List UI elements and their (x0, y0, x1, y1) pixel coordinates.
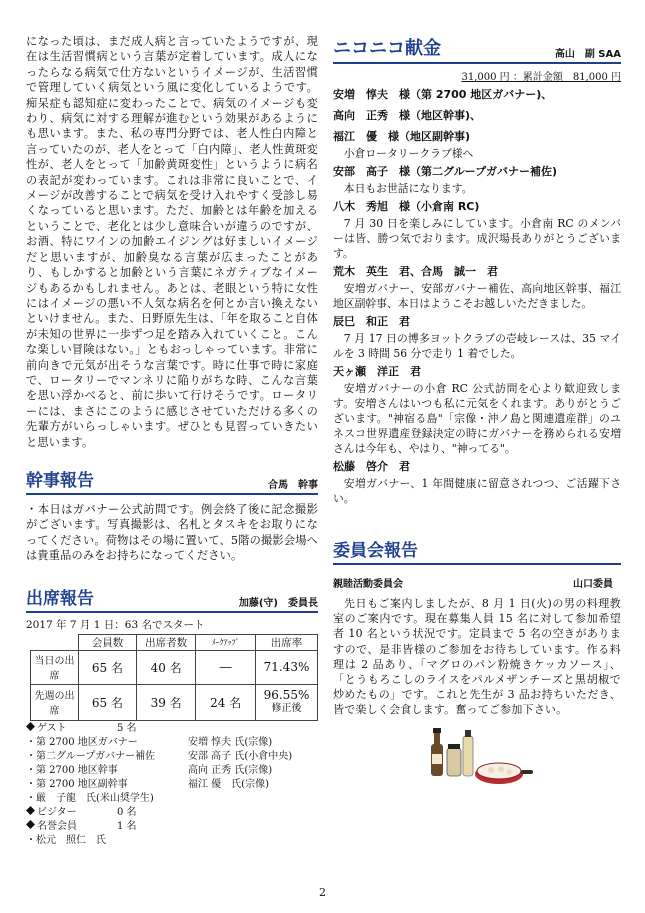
donor-message: 安増ガバナーの小倉 RC 公式訪問を心より歓迎致します。安増さんはいつも私に元気をくれます。ありがとうございます。"神宿る島"「宗像・沖ノ島と関連遺産群」のユネスコ世界遺産登録決定の時にガバナーを務められる安増さんは今年も、やはり、"神ってる"。 (333, 382, 621, 455)
row-label: 先週の出席 (31, 684, 79, 720)
committee-subheading: 親睦活動委員会 (333, 579, 403, 590)
attendance-date-line: 2017 年 7 月 1 日：63 名でスタート (26, 618, 205, 631)
honorary-count: 1 名 (117, 820, 137, 832)
list-item (26, 736, 318, 750)
list-item (26, 778, 318, 792)
guest-name: 安増 惇夫 氏(宗像) (188, 736, 273, 748)
table-row (31, 650, 318, 684)
row-members: 65 名 (79, 650, 137, 684)
header-makeup: ﾒｰｸｱｯﾌﾟ (196, 634, 256, 650)
header-attendees: 出席者数 (136, 634, 196, 650)
diamond-bullet-icon (26, 722, 35, 731)
donor-message: 小倉ロータリークラブ様へ (343, 147, 474, 160)
list-item (333, 163, 621, 196)
guest-count: 5 名 (117, 722, 137, 734)
visitor-label: ビジター (37, 806, 77, 818)
diamond-bullet-icon (26, 806, 35, 815)
attendance-table (30, 634, 318, 721)
jar-icon (447, 744, 461, 776)
nikoniko-title: ニコニコ献金 (333, 38, 441, 59)
list-item (333, 458, 621, 506)
donor-name: 安増 惇夫 様（第 2700 地区ガバナー)、 (333, 88, 553, 101)
donor-name: 福江 優 様（地区副幹事) (333, 130, 471, 143)
guest-name: 高向 正秀 氏(宗像) (188, 764, 273, 776)
committee-subheader (333, 575, 621, 590)
guest-role: ・第 2700 地区副幹事 (26, 778, 128, 790)
donor-name: 高向 正秀 様（地区幹事)、 (333, 109, 482, 122)
row-rate (255, 684, 317, 720)
donor-message: 7 月 30 日を楽しみにしています。小倉南 RC のメンバーは皆、勝つ気でおります。成沢場長ありがとうございます。 (333, 217, 621, 260)
donor-message: 安増ガバナー、安部ガバナー補佐、高向地区幹事、福江地区副幹事、本日はようこそお越しいただきました。 (333, 282, 621, 310)
intro-paragraph: になった頃は、まだ成人病と言っていたようですが、現在は生活習慣病という言葉が定着しています。成人になったらなる病気で仕方ないというイメージが、生活習慣で管理していく病気という風に変化しているようです。痴呆症も認知症に変わったことで、病気のイメージも変わり、病気に対する理解が進むという効果があるようにも思います。また、私の専門分野では、老人性白内障と言っていたのが、老人をとって「白内障」、老人性黄斑変性が、老人をとって「加齢黄斑変性」というように病名の表記が変わっています。これは非常に良いことで、イメージが改善することで病気を受け入れやすく受診し易くなっていると思います。ただ、加齢とは年齢を加えるということで、老化とは少し意味合いが違うのですが、お酒、特にワインの加齢エイジングは好ましいイメージだと思いますが、加齢臭なる言葉が広まったことがあり、もしかすると加齢という言葉にネガティブなイメージもあるかもしれません。あとは、老眼という特に女性にはイメージの悪い不人気な病名を何とか言い換えないといけません。また、日野原先生は、「年を取ること自体が未知の世界に一歩ずつ足を踏み入れていくこと。こんな楽しい冒険はない。」ともおっしゃっています。非常に前向きで元気が出そうな言葉です。時に仕事で時に家庭で、ロータリーでマンネリに陥りがちな時、こんな言葉を思い浮かべると、前に歩いて行けそうです。ロータリーには、まさにこのように感じさせていただける多くの先輩方がいらっしゃいます。ぜひとも見習っていきたいと思います。 (26, 35, 318, 449)
donor-name: 荒木 英生 君、合馬 誠一 君 (333, 265, 498, 278)
row-rate-value: 71.43% (263, 660, 310, 675)
row-rate-value: 96.55% (263, 688, 310, 703)
row-label: 当日の出席 (31, 650, 79, 684)
nikoniko-amount: 31,000 円 (461, 72, 510, 83)
nikoniko-header (333, 34, 621, 64)
nikoniko-reporter: 高山 副 SAA (554, 49, 621, 60)
committee-report (333, 536, 621, 788)
list-item (26, 834, 318, 848)
guest-role: ・第二グループガバナー補佐 (26, 750, 156, 762)
guest-role: ・第 2700 地区幹事 (26, 764, 118, 776)
list-item (26, 792, 318, 806)
donor-message: 本日もお世話になります。 (343, 182, 473, 195)
row-makeup: ― (196, 650, 256, 684)
list-item (333, 198, 621, 261)
list-item (26, 764, 318, 778)
guest-name: 福江 優 氏(宗像) (188, 778, 269, 790)
guest-line (26, 722, 318, 736)
left-column (26, 34, 318, 848)
oil-bottle-icon (463, 730, 473, 776)
nikoniko-total: ：累計金額 81,000 円 (512, 72, 621, 83)
row-makeup: 24 名 (196, 684, 256, 720)
committee-report-title: 委員会報告 (333, 541, 418, 561)
list-item (333, 363, 621, 456)
header-rate: 出席率 (255, 634, 317, 650)
nikoniko-entries (333, 86, 621, 506)
honorary-member: ・松元 照仁 氏 (26, 834, 106, 846)
table-row (31, 684, 318, 720)
row-attendees: 39 名 (136, 684, 196, 720)
donor-message: 安増ガバナー、1 年間健康に留意されつつ、ご活躍下さい。 (333, 477, 621, 505)
donor-name: 天ヶ瀬 洋正 君 (333, 365, 421, 378)
kanji-report (26, 466, 318, 564)
guest-label: ゲスト (37, 722, 67, 734)
list-item (333, 107, 621, 125)
row-rate-note: 修正後 (271, 703, 302, 715)
donor-name: 八木 秀旭 様（小倉南 RC) (333, 200, 480, 213)
cooking-illustration (423, 726, 533, 788)
donor-message: 7 月 17 日の博多ヨットクラブの壱岐レースは、35 マイルを 3 時間 56 分で走り 1 着でした。 (333, 332, 621, 360)
attendance-report (26, 584, 318, 848)
committee-body: 先日もご案内しましたが、8 月 1 日(火)の男の料理教室のご案内です。現在募集人員 15 名に対して参加希望者 10 名という状況です。定員まで 5 名の空きがありますので、是非皆様のご参加をお待ちしています。作る料理は 2 品あり、「マグロのパン粉焼きケッカソース」、「とうもろこしのライスをパルメザンチーズと黒胡椒で炒めたもの」です。これと先生が 3 品お持ちいただき、皆で楽しく会食します。奮ってご参加下さい。 (333, 597, 621, 717)
page-number: 2 (319, 886, 326, 899)
kanji-report-title: 幹事報告 (26, 470, 94, 491)
right-column (333, 34, 621, 788)
list-item (26, 750, 318, 764)
guest-role: ・第 2700 地区ガバナー (26, 736, 138, 748)
header-members: 会員数 (79, 634, 137, 650)
list-item (333, 263, 621, 311)
honorary-label: 名誉会員 (37, 820, 77, 832)
committee-reporter: 山口委員 (573, 579, 613, 590)
list-item (333, 313, 621, 361)
kanji-report-reporter: 合馬 幹事 (268, 479, 318, 491)
list-item (333, 128, 621, 161)
row-members: 65 名 (79, 684, 137, 720)
attendance-report-header (26, 584, 318, 613)
donor-name: 安部 高子 様（第二グループガバナー補佐) (333, 165, 558, 178)
bottle-icon (431, 728, 443, 776)
committee-report-header (333, 536, 621, 565)
donor-name: 辰巳 和正 君 (333, 315, 410, 328)
donor-name: 松藤 啓介 君 (333, 460, 410, 473)
visitor-count: 0 名 (117, 806, 137, 818)
diamond-bullet-icon (26, 820, 35, 829)
pan-icon (475, 763, 533, 784)
attendance-report-reporter: 加藤(守) 委員長 (238, 597, 318, 609)
nikoniko-summary (333, 68, 621, 83)
row-attendees: 40 名 (136, 650, 196, 684)
attendance-list (26, 722, 318, 848)
list-item (333, 86, 621, 104)
kanji-report-body: ・本日はガバナー公式訪問です。例会終了後に記念撮影がございます。写真撮影は、名札とタスキをお取りになってください。荷物はその場に置いて、5階の撮影会場へは貴重品のみをお持ちになってください。 (26, 502, 318, 563)
guest-role: ・厳 子龍 氏(米山奨学生) (26, 792, 154, 804)
honorary-line (26, 820, 318, 834)
guest-name: 安部 高子 氏(小倉中央) (188, 750, 293, 762)
visitor-line (26, 806, 318, 820)
row-rate (255, 650, 317, 684)
attendance-report-title: 出席報告 (26, 588, 94, 609)
kanji-report-header (26, 466, 318, 495)
